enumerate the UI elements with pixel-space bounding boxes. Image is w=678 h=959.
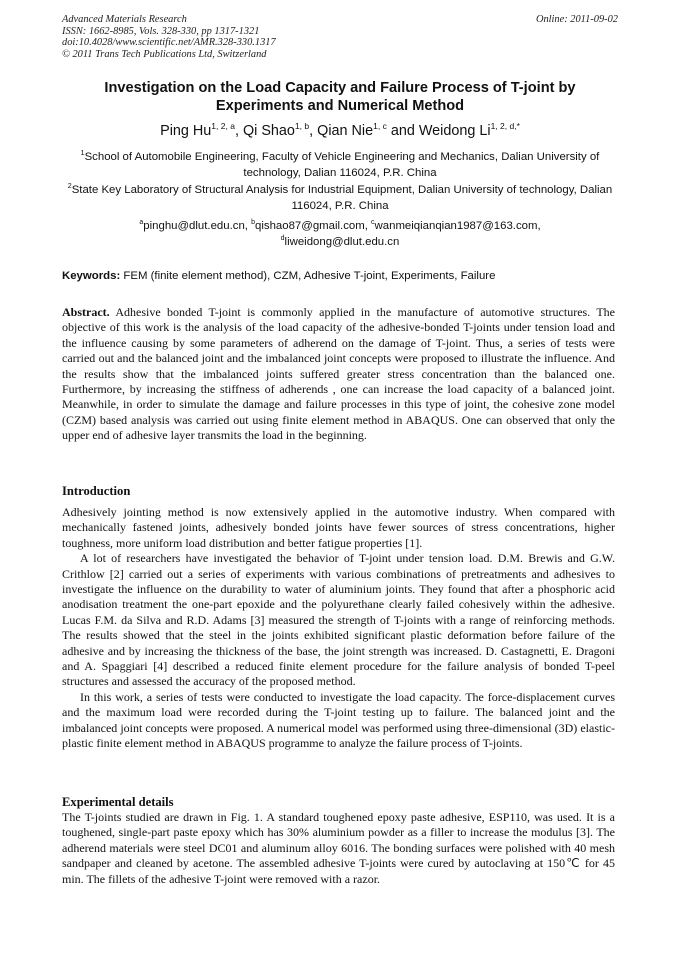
keywords-label: Keywords:: [62, 270, 121, 282]
email-list: [62, 218, 618, 250]
author-name: Weidong Li: [418, 123, 491, 139]
email-marker: b: [251, 219, 256, 226]
issn-line: ISSN: 1662-8985, Vols. 328-330, pp 1317-1321: [62, 25, 260, 37]
email-link[interactable]: liweidong@dlut.edu.cn: [284, 236, 400, 248]
email-marker: d: [280, 235, 285, 242]
affiliation-2: [62, 182, 618, 214]
experimental-heading: Experimental details: [62, 795, 174, 809]
author-name: Qi Shao: [242, 123, 295, 139]
paper-title: Investigation on the Load Capacity and Failure Process of T-joint by Experiments and Numerical Method: [104, 80, 576, 114]
email-marker: a: [139, 219, 144, 226]
author-separator: and: [386, 123, 419, 139]
abstract-label: Abstract.: [62, 305, 110, 319]
email-marker: c: [371, 219, 375, 226]
abstract: [62, 305, 615, 444]
affiliation-marker: 1: [80, 150, 85, 157]
copyright-line: © 2011 Trans Tech Publications Ltd, Switzerland: [62, 48, 267, 60]
introduction-heading: Introduction: [62, 484, 131, 498]
journal-header: [62, 14, 618, 60]
author-separator: ,: [309, 123, 318, 139]
affiliation-marker: 2: [67, 183, 72, 190]
experimental-body: [62, 810, 615, 887]
online-date: Online: 2011-09-02: [535, 14, 618, 25]
author-separator: ,: [234, 123, 243, 139]
abstract-text: Adhesive bonded T-joint is commonly applied in the manufacture of automotive structures. The objective of this work is the analysis of the load capacity of the adhesive-bonded T-joints under tension load and the influence causing by some parameters of adherend on the damage of T-joint. Thus, a series of tests were carried out and the balanced joint and the imbalanced joint concepts were proposed to illustrate the influence. And the results show that the imbalanced joints suffered greater stress concentration than the balanced one. Furthermore, by increasing the stiffness of adherends , one can increase the load capacity of a balanced joint. Meanwhile, in order to simulate the damage and failure processes in this type of joint, the cohesive zone model (CZM) based analysis was carried out using finite element method in ABAQUS. One can observed that only the upper end of adhesive layer transmits the load in the beginning.: [62, 305, 615, 443]
affiliation-text: School of Automobile Engineering, Faculty of Vehicle Engineering and Mechanics, Dalian University of technology, Dalian 116024, P.R. China: [84, 151, 600, 179]
author-affiliation-marker: 1, b: [294, 121, 310, 131]
paragraph: In this work, a series of tests were conducted to investigate the load capacity. The force-displacement curves and the maximum load were recorded during the T-joint testing up to failure. The balanced joint and the imbalanced joint concepts were proposed. A numerical model was performed using three-dimensional (3D) elastic-plastic finite element method in ABAQUS programme to analyze the failure process of T-joints.: [62, 689, 615, 751]
email-link[interactable]: pinghu@dlut.edu.cn,: [143, 220, 252, 232]
keywords: [62, 268, 618, 284]
author-affiliation-marker: 1, 2, a: [211, 121, 235, 131]
paragraph: Adhesively jointing method is now extensively applied in the automotive industry. When compared with mechanically fastened joints, adhesively bonded joints have fewer sources of stress concentrations, higher toughness, more uniform load distribution and better fatigue properties [1].: [62, 505, 615, 550]
author-list: [62, 122, 618, 140]
author-name: Ping Hu: [160, 123, 212, 139]
affiliation-1: [62, 149, 618, 181]
paragraph: A lot of researchers have investigated the behavior of T-joint under tension load. D.M. Brewis and G.W. Crithlow [2] carried out a series of experiments with various combinations of pretreatments and adhesives to investigate the influence on the durability to water of aluminium joints. They found that after a phosphoric acid anodisation treatment the one-part epoxide and the polyurethane clearly failed cohesively within the adhesive. Lucas F.M. da Silva and R.D. Adams [3] measured the strength of T-joints with a range of reinforcing methods. The results showed that the steel in the joints exhibited significant plastic deformation before failure of the adhesive and by increasing the thickness of the base, the joint strength was increased. D. Castagnetti, E. Dragoni and A. Spaggiari [4] described a reduced finite element procedure for the failure analysis of bonded T-peel structures and assessed the accuracy of the proposed method.: [62, 551, 615, 689]
author-affiliation-marker: 1, 2, d,*: [490, 121, 520, 131]
email-link[interactable]: wanmeiqianqian1987@163.com,: [374, 220, 541, 232]
introduction-body: [62, 505, 615, 752]
journal-name: Advanced Materials Research: [62, 14, 187, 25]
paragraph: The T-joints studied are drawn in Fig. 1. A standard toughened epoxy paste adhesive, ESP110, was used. It is a toughened, single-part paste epoxy which has 30% aluminium powder as a filler to increase the modulus [3]. The adherend materials were steel DC01 and aluminum alloy 6016. The bonding surfaces were polished with 40 mesh sandpaper and cleaned by acetone. The assembled adhesive T-joints were cured by autoclaving at 150℃ for 45 min. The fillets of the adhesive T-joint were removed with a razor.: [62, 810, 615, 886]
affiliation-text: State Key Laboratory of Structural Analysis for Industrial Equipment, Dalian University of technology, Dalian 116024, P.R. China: [71, 184, 613, 212]
doi-line: doi:10.4028/www.scientific.net/AMR.328-330.1317: [62, 37, 276, 49]
keywords-text: FEM (finite element method), CZM, Adhesive T-joint, Experiments, Failure: [120, 270, 496, 282]
author-affiliation-marker: 1, c: [373, 121, 387, 131]
author-name: Qian Nie: [317, 123, 374, 139]
email-link[interactable]: qishao87@gmail.com,: [255, 220, 372, 232]
